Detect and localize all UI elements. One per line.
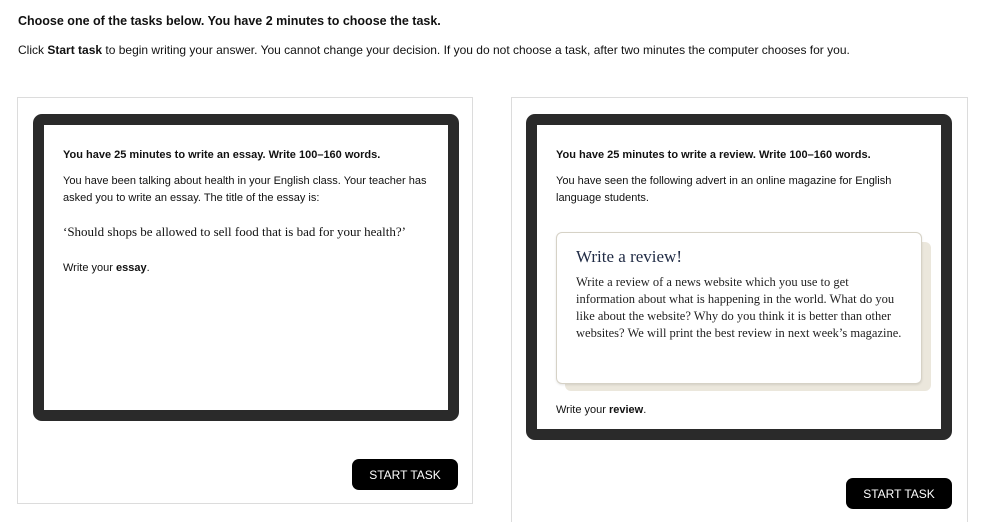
task-title-essay: You have 25 minutes to write an essay. Write 100–160 words. xyxy=(63,149,381,161)
write-instruction-text: Write your xyxy=(556,404,609,416)
write-instruction-period: . xyxy=(146,262,150,274)
essay-question: ‘Should shops be allowed to sell food that is bad for your health?’ xyxy=(63,224,406,239)
task-card-essay xyxy=(33,114,459,421)
task-panel-review xyxy=(511,97,968,522)
write-instruction-review xyxy=(556,404,646,416)
task-title-review: You have 25 minutes to write a review. Write 100–160 words. xyxy=(556,149,871,161)
task-content-essay xyxy=(63,147,429,277)
task-content-review xyxy=(556,147,922,216)
start-task-button-essay[interactable]: START TASK xyxy=(352,459,458,490)
task-panel-essay xyxy=(17,97,473,504)
advert-card xyxy=(556,232,922,384)
task-prompt-review: You have seen the following advert in an online magazine for English language students. xyxy=(556,175,892,204)
advert-title: Write a review! xyxy=(576,247,682,266)
advert-body: Write a review of a news website which you use to get information about what is happening in the world. What do you like about the website? Why do you think it is better than other websites? We will print the best review in next week’s magazine. xyxy=(576,275,902,340)
write-instruction-bold: review xyxy=(608,404,644,416)
instructions-text-start: Click xyxy=(18,43,48,57)
instructions-text-end: to begin writing your answer. You cannot change your decision. If you do not choose a task, after two minutes the computer chooses for you. xyxy=(102,43,850,57)
write-instruction-essay xyxy=(63,260,429,277)
write-instruction-text: Write your xyxy=(63,262,116,274)
start-task-button-review[interactable]: START TASK xyxy=(846,478,952,509)
write-instruction-period: . xyxy=(643,404,647,416)
instructions xyxy=(18,43,850,57)
task-card-review xyxy=(526,114,952,440)
page-heading: Choose one of the tasks below. You have 2 minutes to choose the task. xyxy=(18,14,441,28)
task-prompt-essay: You have been talking about health in your English class. Your teacher has asked you to write an essay. The title of the essay is: xyxy=(63,175,427,204)
write-instruction-bold: essay xyxy=(115,262,147,274)
instructions-start-task-emphasis: Start task xyxy=(47,43,103,57)
